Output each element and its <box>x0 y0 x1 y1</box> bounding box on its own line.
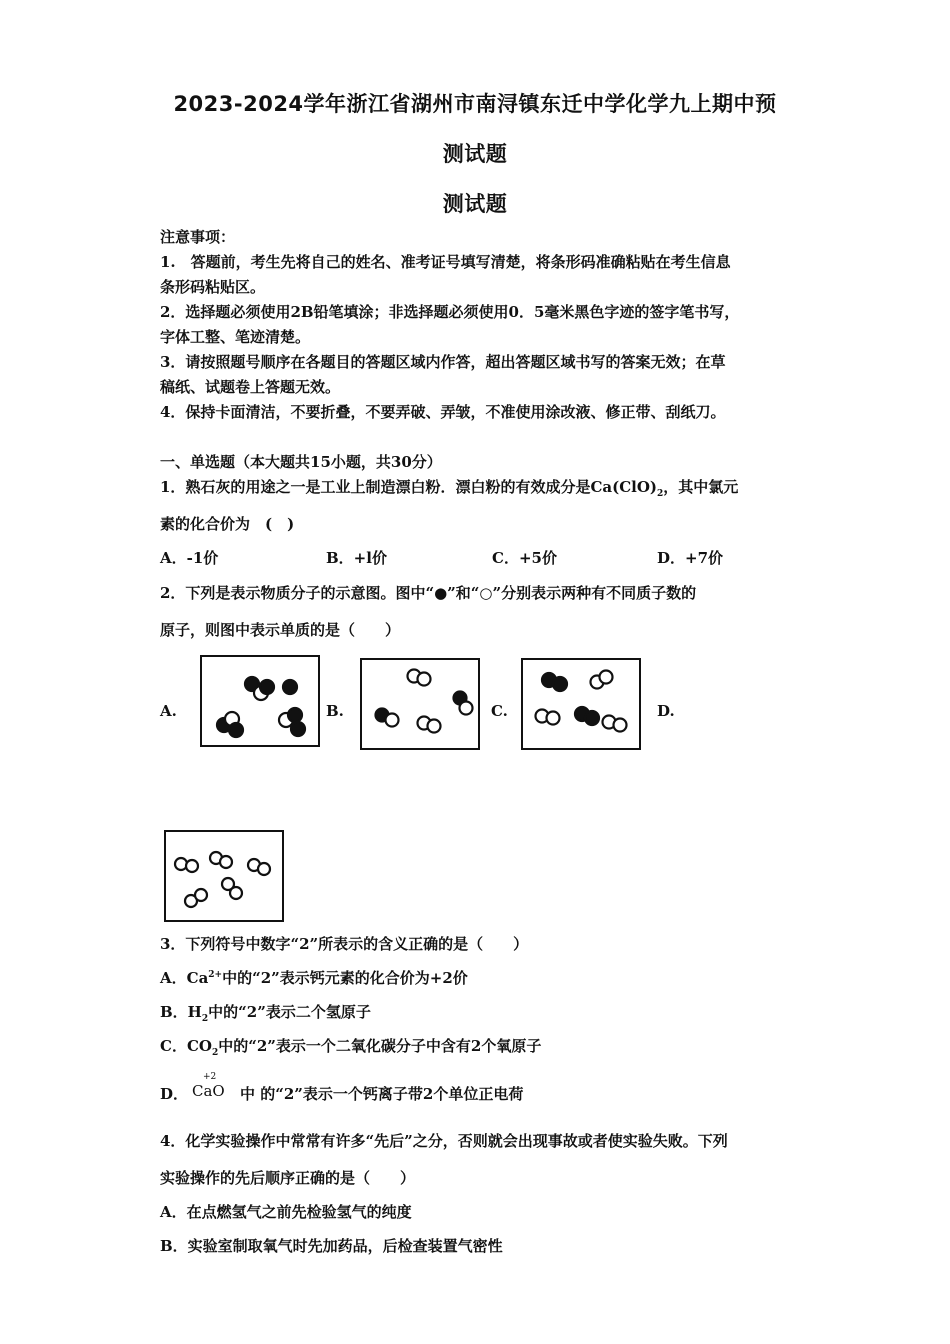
page-title-line2: 测试题 <box>442 142 508 166</box>
notice-item-3: 3．请按照题号顺序在各题目的答题区域内作答，超出答题区域书写的答案无效；在草 <box>160 353 726 371</box>
q3-option-a[interactable]: A．$Ca^{2+}$中的“2”表示钙元素的化合价为+2价 <box>160 969 468 987</box>
notice-item-3-cont: 稿纸、试题卷上答题无效。 <box>160 378 341 396</box>
q3-option-b[interactable]: B．$H_2$中的“2”表示二个氢原子 <box>160 1003 371 1024</box>
q1-formula: $Ca(ClO)_2$ <box>590 478 664 499</box>
q2-option-d-label[interactable]: D. <box>657 702 675 720</box>
notice-item-4: 4．保持卡面清洁，不要折叠，不要弄破、弄皱，不准使用涂改液、修正带、刮纸刀。 <box>160 403 726 421</box>
page-title-line1: 2023-2024学年浙江省湖州市南浔镇东迁中学化学九上期中预 <box>173 92 777 116</box>
notice-item-2: 2．选择题必须使用2B铅笔填涂；非选择题必须使用0．5毫米黑色字迹的签字笔书写， <box>160 303 740 321</box>
q2-option-b-label[interactable]: B. <box>326 702 344 720</box>
page-title-line3: 测试题 <box>442 192 508 216</box>
q4-option-a[interactable]: A．在点燃氢气之前先检验氢气的纯度 <box>160 1203 412 1221</box>
notice-item-2-cont: 字体工整、笔迹清楚。 <box>160 328 311 346</box>
q2-diagram-d[interactable] <box>164 830 284 922</box>
q3-option-d-label: D． <box>160 1085 189 1103</box>
q3-option-c[interactable]: C．$CO_2$中的“2”表示一个二氧化碳分子中含有2个氧原子 <box>160 1037 542 1058</box>
notice-item-1: 1. 答题前，考生先将自己的姓名、准考证号填写清楚，将条形码准确粘贴在考生信息 <box>160 253 731 271</box>
q4-stem-line1: 4．化学实验操作中常常有许多“先后”之分，否则就会出现事故或者使实验失败。下列 <box>160 1132 728 1150</box>
molecule-diagram-c <box>523 660 639 748</box>
section-heading: 一、单选题（本大题共15小题，共30分） <box>160 453 442 471</box>
q2-diagram-b[interactable] <box>360 658 480 750</box>
q2-option-a-label[interactable]: A. <box>160 702 177 720</box>
q1-option-a[interactable]: A．-1价 <box>160 549 219 567</box>
q3-stem: 3．下列符号中数字“2”所表示的含义正确的是（ ） <box>160 935 529 953</box>
q2-option-c-label[interactable]: C. <box>491 702 508 720</box>
q2-stem-line2: 原子，则图中表示单质的是（ ） <box>160 621 401 639</box>
molecule-diagram-a <box>202 657 318 745</box>
q2-stem-line1: 2．下列是表示物质分子的示意图。图中“●”和“○”分别表示两种有不同质子数的 <box>160 584 697 602</box>
q1-option-d[interactable]: D．+7价 <box>657 549 724 567</box>
q1-stem-line1: 1．熟石灰的用途之一是工业上制造漂白粉．漂白粉的有效成分是$Ca(ClO)_2$，其中氯元 <box>160 478 739 499</box>
q4-option-b[interactable]: B．实验室制取氧气时先加药品，后检查装置气密性 <box>160 1237 503 1255</box>
q3-option-d-valence: +2 <box>203 1072 217 1082</box>
notice-heading: 注意事项： <box>160 228 236 246</box>
q1-option-b[interactable]: B．+l价 <box>326 549 387 567</box>
q2-diagram-c[interactable] <box>521 658 641 750</box>
q3-option-d-text: 中 的“2”表示一个钙离子带2个单位正电荷 <box>240 1085 524 1103</box>
q1-option-c[interactable]: C．+5价 <box>492 549 557 567</box>
q1-stem-line2: 素的化合价为 ( ) <box>160 515 295 533</box>
notice-item-1-cont: 条形码粘贴区。 <box>160 278 266 296</box>
q4-stem-line2: 实验操作的先后顺序正确的是（ ） <box>160 1169 416 1187</box>
q2-diagram-a[interactable] <box>200 655 320 747</box>
molecule-diagram-d <box>166 832 282 920</box>
q3-option-d-formula: CaO <box>192 1082 225 1100</box>
molecule-diagram-b <box>362 660 478 748</box>
